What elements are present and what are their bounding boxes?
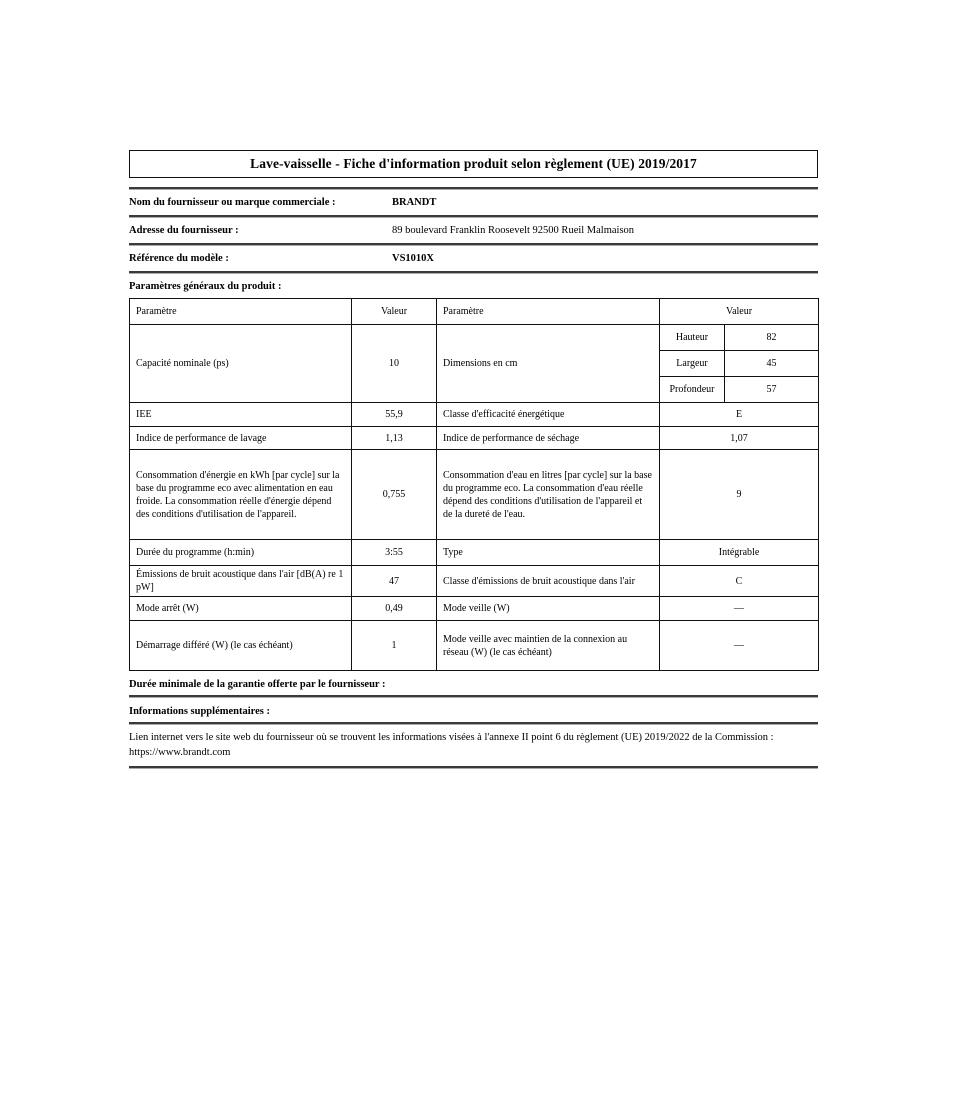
model-reference-value: VS1010X <box>392 253 435 264</box>
value-cell: 1 <box>352 621 437 671</box>
table-row <box>130 450 819 540</box>
dimension-value: 82 <box>725 325 819 351</box>
supplier-name-row <box>129 190 818 215</box>
warranty-label: Durée minimale de la garantie offerte par le fournisseur : <box>129 679 386 690</box>
value-cell: 1,07 <box>660 427 819 450</box>
general-params-table <box>129 298 819 671</box>
document-title-box <box>129 150 818 178</box>
param-cell: Consommation d'eau en litres [par cycle] sur la base du programme eco. La consommation d'eau réelle dépend des conditions d'utilisation de l'appareil et de la dureté de l'eau. <box>437 450 660 540</box>
param-cell: Consommation d'énergie en kWh [par cycle] sur la base du programme eco avec alimentation en eau froide. La consommation réelle d'énergie dépend des conditions d'utilisation de l'appareil. <box>130 450 352 540</box>
param-cell: Émissions de bruit acoustique dans l'air [dB(A) re 1 pW] <box>130 566 352 597</box>
supplier-address-value: 89 boulevard Franklin Roosevelt 92500 Rueil Malmaison <box>392 225 635 236</box>
supplier-name-value: BRANDT <box>392 197 437 208</box>
table-row <box>130 403 819 427</box>
col-header-param-right: Paramètre <box>437 299 660 325</box>
model-reference-row <box>129 246 818 271</box>
supplier-link-caption: Lien internet vers le site web du fournisseur où se trouvent les informations visées à l'annexe II point 6 du règlement (UE) 2019/2022 de la Commission : <box>129 732 774 743</box>
dimension-value: 45 <box>725 351 819 377</box>
additional-info-label: Informations supplémentaires : <box>129 706 270 717</box>
param-cell: Classe d'émissions de bruit acoustique dans l'air <box>437 566 660 597</box>
value-cell: 0,49 <box>352 597 437 621</box>
param-cell: Type <box>437 540 660 566</box>
supplier-address-row <box>129 218 818 243</box>
param-cell: Mode veille (W) <box>437 597 660 621</box>
divider <box>129 695 818 698</box>
param-cell: Démarrage différé (W) (le cas échéant) <box>130 621 352 671</box>
general-params-section-label: Paramètres généraux du produit : <box>129 281 282 292</box>
value-cell: Intégrable <box>660 540 819 566</box>
value-cell: — <box>660 621 819 671</box>
param-cell: IEE <box>130 403 352 427</box>
param-cell: Classe d'efficacité énergétique <box>437 403 660 427</box>
model-reference-label: Référence du modèle : <box>129 253 229 264</box>
divider <box>129 722 818 725</box>
table-row <box>130 566 819 597</box>
supplier-address-label: Adresse du fournisseur : <box>129 225 239 236</box>
document-title: Lave-vaisselle - Fiche d'information produit selon règlement (UE) 2019/2017 <box>250 156 697 171</box>
value-cell: C <box>660 566 819 597</box>
divider <box>129 766 818 769</box>
table-row <box>130 597 819 621</box>
value-cell: 55,9 <box>352 403 437 427</box>
value-cell: E <box>660 403 819 427</box>
table-row <box>130 325 819 351</box>
value-cell: 0,755 <box>352 450 437 540</box>
col-header-value-left: Valeur <box>352 299 437 325</box>
param-cell: Durée du programme (h:min) <box>130 540 352 566</box>
value-cell: — <box>660 597 819 621</box>
value-cell: 3:55 <box>352 540 437 566</box>
col-header-value-right: Valeur <box>660 299 819 325</box>
param-cell: Indice de performance de séchage <box>437 427 660 450</box>
value-cell: 10 <box>352 325 437 403</box>
table-header-row <box>130 299 819 325</box>
product-fiche-page <box>129 150 818 769</box>
value-cell: 9 <box>660 450 819 540</box>
table-row <box>130 427 819 450</box>
value-cell: 1,13 <box>352 427 437 450</box>
param-cell: Indice de performance de lavage <box>130 427 352 450</box>
param-cell: Mode arrêt (W) <box>130 597 352 621</box>
supplier-name-label: Nom du fournisseur ou marque commerciale : <box>129 197 336 208</box>
param-cell: Dimensions en cm <box>437 325 660 403</box>
param-cell: Capacité nominale (ps) <box>130 325 352 403</box>
supplier-website-link[interactable]: https://www.brandt.com <box>129 747 231 759</box>
col-header-param-left: Paramètre <box>130 299 352 325</box>
divider <box>129 271 818 274</box>
supplier-link-paragraph <box>129 730 818 760</box>
dimension-label: Hauteur <box>660 325 725 351</box>
param-cell: Mode veille avec maintien de la connexion au réseau (W) (le cas échéant) <box>437 621 660 671</box>
value-cell: 47 <box>352 566 437 597</box>
table-row <box>130 621 819 671</box>
dimension-value: 57 <box>725 377 819 403</box>
dimension-label: Largeur <box>660 351 725 377</box>
table-row <box>130 540 819 566</box>
dimension-label: Profondeur <box>660 377 725 403</box>
